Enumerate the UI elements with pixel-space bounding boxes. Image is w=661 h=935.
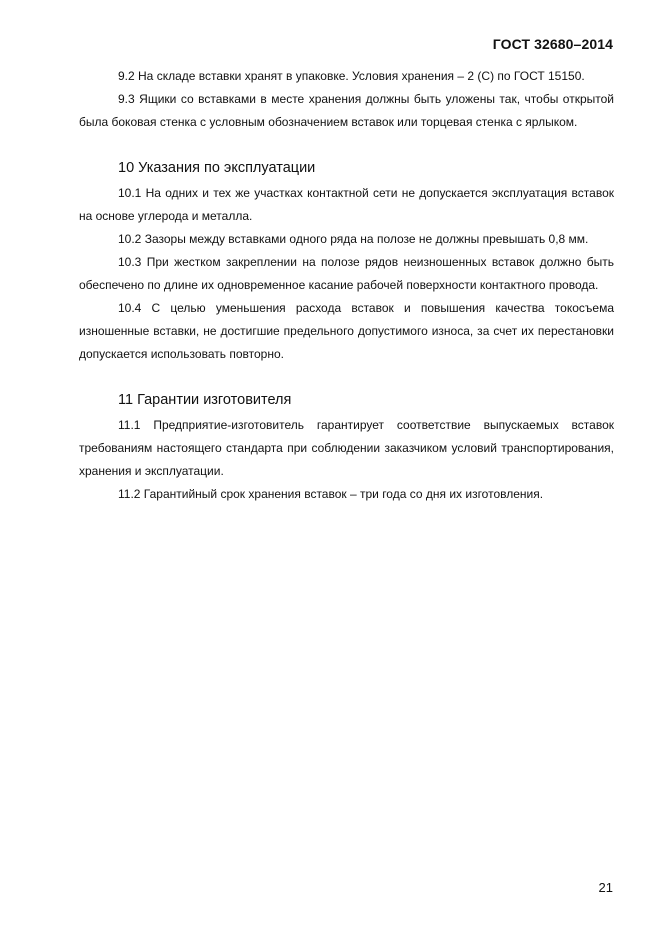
paragraph-11-1: 11.1 Предприятие-изготовитель гарантирует соответствие выпускаемых вставок требованиям настоящего стандарта при соблюдении заказчиком условий транспортирования, хранения и эксплуатации. [79,418,614,478]
paragraph-11-2: 11.2 Гарантийный срок хранения вставок – три года со дня их изготовления. [118,487,544,501]
paragraph-10-3: 10.3 При жестком закреплении на полозе рядов неизношенных вставок должно быть обеспечено по длине их одновременное касание рабочей поверхности контактного провода. [79,255,614,292]
section-10-title: 10 Указания по эксплуатации [118,160,316,176]
paragraph-10-2: 10.2 Зазоры между вставками одного ряда на полозе не должны превышать 0,8 мм. [118,232,589,246]
paragraph-10-1: 10.1 На одних и тех же участках контактной сети не допускается эксплуатация вставок на основе углерода и металла. [79,186,614,223]
paragraph-10-4: 10.4 С целью уменьшения расхода вставок и повышения качества токосъема изношенные вставки, не достигшие предельного допустимого износа, за счет их перестановки допускается использовать повторно. [79,301,614,361]
paragraph-9-2: 9.2 На складе вставки хранят в упаковке. Условия хранения – 2 (С) по ГОСТ 15150. [118,69,585,83]
section-11-title: 11 Гарантии изготовителя [118,392,292,408]
paragraph-9-3: 9.3 Ящики со вставками в месте хранения должны быть уложены так, чтобы открытой была боковая стенка с условным обозначением вставок или торцевая стенка с ярлыком. [79,92,614,129]
page-number: 21 [598,880,613,895]
document-code: ГОСТ 32680–2014 [492,36,613,52]
page-content [79,65,614,506]
